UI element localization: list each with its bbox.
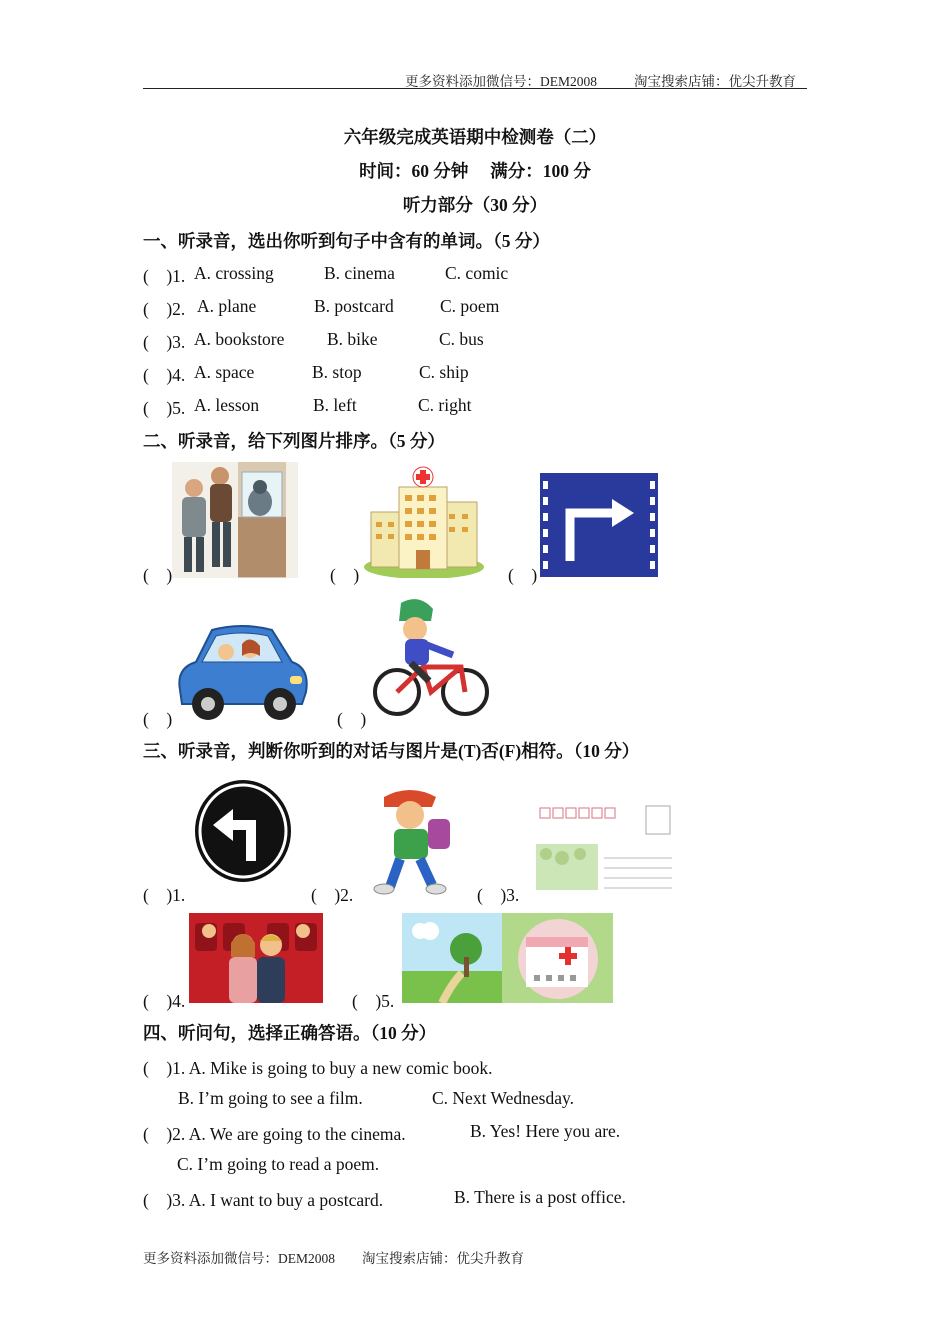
page-title: 六年级完成英语期中检测卷（二）: [343, 127, 607, 147]
postcard-icon: [532, 802, 678, 898]
s1-q1-num: ( )1.: [143, 266, 186, 286]
turn-left-sign-icon: [193, 777, 293, 884]
s3-label-4: ( )4.: [143, 991, 186, 1011]
s1-q3-c: C. bus: [439, 329, 484, 349]
s2-paren-1: ( ): [143, 565, 173, 585]
cyclist-icon: [371, 597, 489, 719]
header-wechat: 更多资料添加微信号：DEM2008: [405, 74, 597, 89]
s1-q5-b: B. left: [313, 395, 357, 415]
s1-q4-num: ( )4.: [143, 365, 186, 385]
s4-q3-a: ( )3. A. I want to buy a postcard.: [143, 1190, 384, 1210]
s2-paren-3: ( ): [508, 565, 538, 585]
s1-q1-b: B. cinema: [324, 263, 395, 283]
s3-label-3: ( )3.: [477, 885, 520, 905]
cinema-audience-icon: [189, 913, 323, 1003]
s4-q2-c: C. I’m going to read a poem.: [177, 1154, 380, 1174]
turn-right-sign-icon: [540, 473, 658, 577]
s2-paren-5: ( ): [337, 709, 367, 729]
s4-q1-b: B. I’m going to see a film.: [178, 1088, 363, 1108]
s3-label-1: ( )1.: [143, 885, 186, 905]
hospital-icon: [361, 462, 487, 578]
s1-q4-c: C. ship: [419, 362, 469, 382]
header-rule: [143, 88, 807, 89]
header-shop: 淘宝搜索店铺：优尖升教育: [634, 74, 796, 89]
section3-heading: 三、听录音，判断你听到的对话与图片是(T)否(F)相符。（10 分）: [143, 741, 640, 761]
s1-q5-a: A. lesson: [194, 395, 260, 415]
boy-icon: [370, 787, 458, 897]
section1-heading: 一、听录音，选出你听到句子中含有的单词。（5 分）: [143, 231, 550, 251]
s1-q2-a: A. plane: [197, 296, 257, 316]
s1-q5-c: C. right: [418, 395, 472, 415]
s1-q2-b: B. postcard: [314, 296, 394, 316]
s4-q1-c: C. Next Wednesday.: [432, 1088, 574, 1108]
s2-paren-2: ( ): [330, 565, 360, 585]
part-title: 听力部分（30 分）: [402, 195, 548, 215]
s1-q3-b: B. bike: [327, 329, 378, 349]
s1-q4-a: A. space: [194, 362, 255, 382]
s1-q3-num: ( )3.: [143, 332, 186, 352]
s4-q2-a: ( )2. A. We are going to the cinema.: [143, 1124, 406, 1144]
footer-wechat: 更多资料添加微信号：DEM2008: [143, 1251, 335, 1266]
s1-q2-c: C. poem: [440, 296, 500, 316]
footer-shop: 淘宝搜索店铺：优尖升教育: [362, 1251, 524, 1266]
s4-q2-b: B. Yes! Here you are.: [470, 1121, 621, 1141]
s1-q3-a: A. bookstore: [194, 329, 285, 349]
car-icon: [172, 620, 312, 722]
park-hospital-icon: [402, 913, 613, 1003]
s3-label-5: ( )5.: [352, 991, 395, 1011]
museum-icon: [172, 462, 298, 578]
s1-q4-b: B. stop: [312, 362, 362, 382]
section4-heading: 四、听问句，选择正确答语。（10 分）: [143, 1023, 437, 1043]
s2-paren-4: ( ): [143, 709, 173, 729]
s1-q2-num: ( )2.: [143, 299, 186, 319]
s4-q1-a: ( )1. A. Mike is going to buy a new comic book.: [143, 1058, 493, 1078]
s1-q1-a: A. crossing: [194, 263, 274, 283]
s4-q3-b: B. There is a post office.: [454, 1187, 626, 1207]
exam-meta: 时间：60 分钟 满分：100 分: [359, 161, 591, 181]
section2-heading: 二、听录音，给下列图片排序。（5 分）: [143, 431, 445, 451]
s3-label-2: ( )2.: [311, 885, 354, 905]
s1-q1-c: C. comic: [445, 263, 509, 283]
s1-q5-num: ( )5.: [143, 398, 186, 418]
